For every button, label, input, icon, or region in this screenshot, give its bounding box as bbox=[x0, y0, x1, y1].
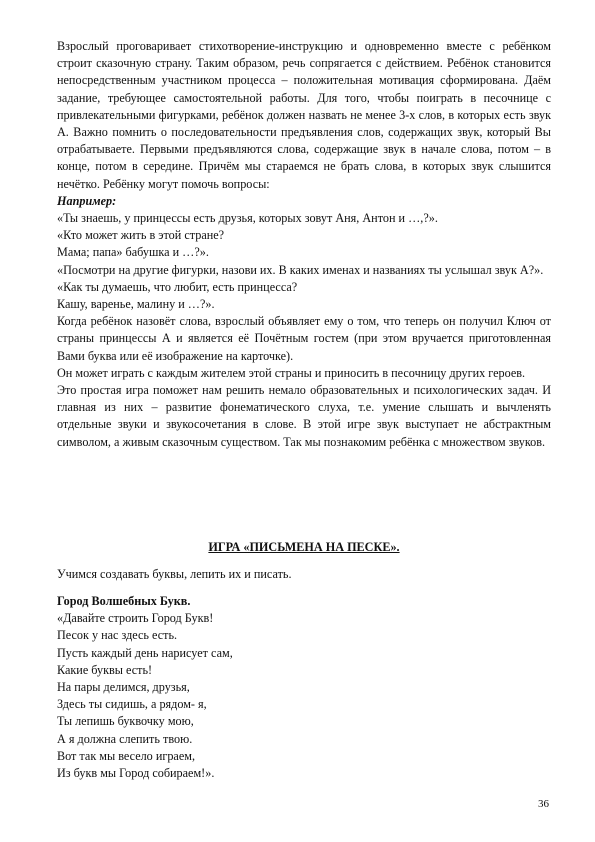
poem bbox=[57, 593, 551, 782]
poem-line: А я должна слепить твою. bbox=[57, 731, 193, 746]
poem-line: «Давайте строить Город Букв! bbox=[57, 611, 214, 626]
example-label: Например: bbox=[57, 193, 117, 208]
poem-line: Ты лепишь буквочку мою, bbox=[57, 714, 194, 729]
poem-line: Из букв мы Город собираем!». bbox=[57, 766, 215, 781]
example-line: «Кто может жить в этой стране? bbox=[57, 228, 225, 243]
example-line: «Как ты думаешь, что любит, есть принцесса? bbox=[57, 279, 298, 294]
poem-line: Здесь ты сидишь, а рядом- я, bbox=[57, 697, 207, 712]
example-line: Мама; папа» бабушка и …?». bbox=[57, 245, 209, 260]
poem-line: Вот так мы весело играем, bbox=[57, 748, 196, 763]
poem-line: Пусть каждый день нарисует сам, bbox=[57, 645, 233, 660]
page-number: 36 bbox=[538, 798, 549, 810]
poem-title: Город Волшебных Букв. bbox=[57, 594, 191, 608]
paragraph-key: Когда ребёнок назовёт слова, взрослый объявляет ему о том, что теперь он получил Ключ от страны принцессы А и является её Почётным гостем (при этом вручается приготовленная Вами буква или её изображение на карточке). bbox=[57, 314, 551, 363]
paragraph-summary: Это простая игра поможет нам решить немало образовательных и психологических задач. И главная из них – развитие фонематического слуха, т.е. умение слышать и вычленять отдельные звуки и звукосочетания в слове. В этой игре звук выступает не абстрактным символом, а живым сказочным существом. Так мы познакомим ребёнка с множеством звуков. bbox=[57, 383, 551, 449]
example-line: Кашу, варенье, малину и …?». bbox=[57, 297, 215, 312]
body-text bbox=[57, 38, 551, 451]
section-intro: Учимся создавать буквы, лепить их и писать. bbox=[57, 567, 292, 581]
section-title: ИГРА «ПИСЬМЕНА НА ПЕСКЕ». bbox=[208, 540, 400, 554]
paragraph-instruction: Взрослый проговаривает стихотворение-инструкцию и одновременно вместе с ребёнком строит сказочную страну. Таким образом, речь сопрягается с действием. Ребёнок становится непосредственным участником процесса – положительная мотивация сформирована. Даём задание, требующее самостоятельной работы. Для того, чтобы поиграть в песочнице с привлекательными фигурками, ребёнок должен назвать не менее 3-х слов, в которых есть звук А. Важно помнить о последовательности предъявления слов, содержащих звук, который Вы отрабатываете. Первыми предъявляются слова, содержащие звук в начале слова, потом – в конце, потом в середине. Причём мы стараемся не брать слова, в которых звук слышится нечётко. Ребёнку могут помочь вопросы: bbox=[57, 39, 551, 191]
paragraph-play: Он может играть с каждым жителем этой страны и приносить в песочницу других героев. bbox=[57, 365, 526, 380]
poem-line: Какие буквы есть! bbox=[57, 662, 153, 677]
poem-line: На пары делимся, друзья, bbox=[57, 680, 190, 695]
example-line: «Посмотри на другие фигурки, назови их. В каких именах и названиях ты услышал звук А?». bbox=[57, 262, 544, 277]
example-line: «Ты знаешь, у принцессы есть друзья, которых зовут Аня, Антон и …,?». bbox=[57, 211, 438, 226]
poem-line: Песок у нас здесь есть. bbox=[57, 628, 178, 643]
